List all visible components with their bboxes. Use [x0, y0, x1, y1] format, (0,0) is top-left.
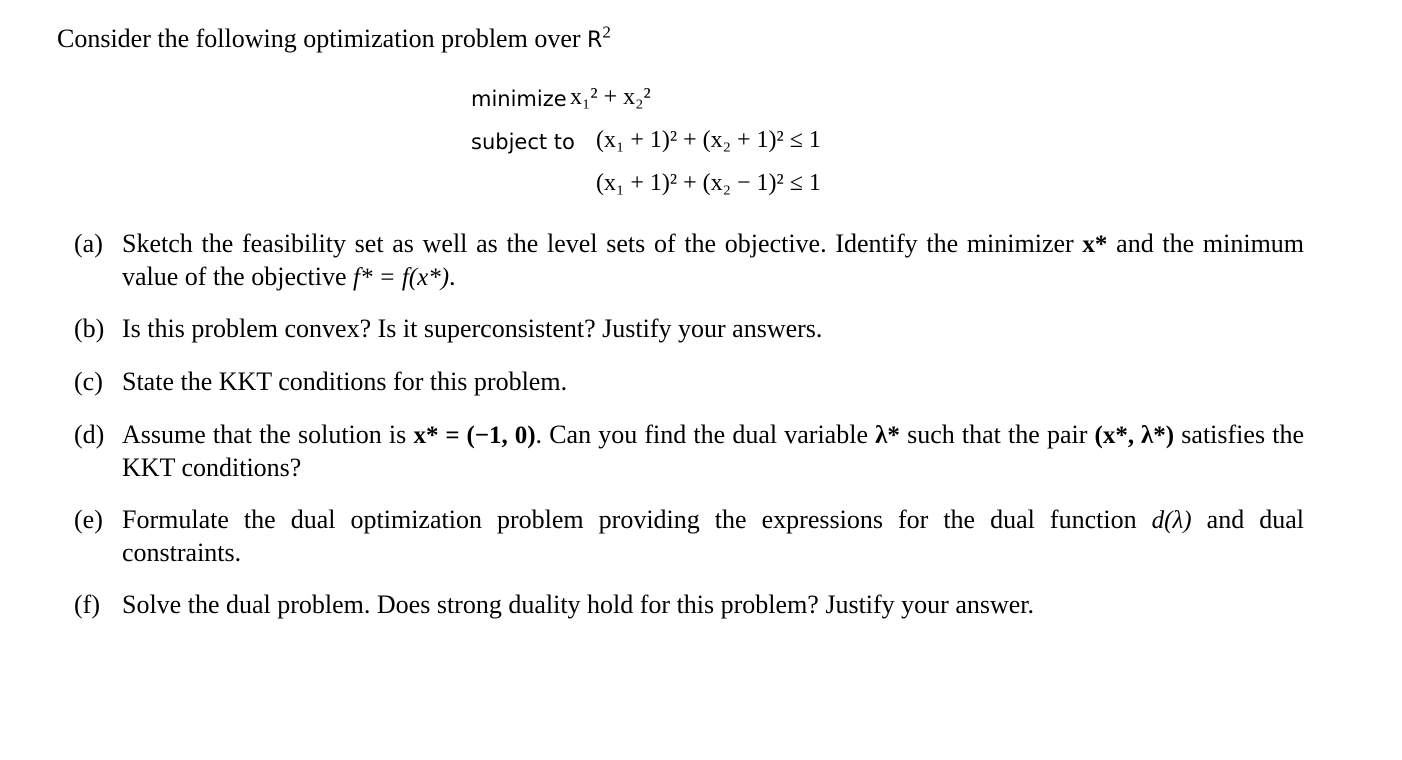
part-e-text-1: Formulate the dual optimization problem providing the expressions for the dual function	[122, 505, 1137, 534]
part-a-label: (a)	[74, 229, 103, 258]
part-d-label: (d)	[74, 420, 105, 449]
real-space-power: 2	[602, 22, 611, 42]
part-c-label: (c)	[74, 367, 103, 396]
part-a-min-value: f* = f(x*)	[353, 264, 450, 291]
part-b-text-1: Is this problem convex? Is it superconsistent? Justify your answers.	[122, 314, 823, 343]
part-d-text	[122, 419, 1304, 484]
intro-text: Consider the following optimization problem over	[57, 24, 581, 53]
part-d-text-2: . Can you find the dual variable	[535, 420, 868, 449]
part-a-text-1: Sketch the feasibility set as well as the level sets of the objective. Identify the minimizer	[122, 229, 1074, 258]
intro-statement	[57, 24, 611, 54]
part-b-text	[122, 313, 1304, 345]
part-a-text	[122, 228, 1304, 294]
subject-to-label: subject to	[471, 130, 575, 154]
part-c-text	[122, 366, 1304, 398]
part-d-solution: x* = (−1, 0)	[413, 422, 536, 449]
part-a-text-2: and the minimum value of the objective	[122, 229, 1305, 291]
part-d-dual-variable: λ*	[875, 422, 900, 449]
objective-expression: x₁² + x₂²	[570, 84, 651, 110]
part-c-text-1: State the KKT conditions for this problem.	[122, 367, 568, 396]
part-d-text-3: such that the pair	[907, 420, 1088, 449]
part-a-minimizer: x*	[1082, 231, 1108, 258]
part-f-label: (f)	[74, 590, 100, 619]
part-f-text	[122, 589, 1304, 621]
part-e-text	[122, 504, 1304, 569]
part-d-pair: (x*, λ*)	[1094, 422, 1175, 449]
part-b-label: (b)	[74, 314, 105, 343]
constraint-1-expression: (x₁ + 1)² + (x₂ + 1)² ≤ 1	[596, 127, 821, 153]
constraint-2-expression: (x₁ + 1)² + (x₂ − 1)² ≤ 1	[596, 170, 821, 196]
part-f-text-1: Solve the dual problem. Does strong duality hold for this problem? Justify your answer.	[122, 590, 1035, 619]
real-space-symbol: R	[587, 28, 603, 53]
part-d-text-1: Assume that the solution is	[122, 420, 407, 449]
part-d-text-4: satisfies the KKT conditions?	[122, 420, 1304, 482]
part-e-text-2: and dual constraints.	[122, 505, 1305, 567]
minimize-label: minimize	[471, 87, 567, 111]
part-e-dual-function: d(λ)	[1151, 507, 1192, 534]
part-e-label: (e)	[74, 505, 103, 534]
part-a-text-3: .	[449, 262, 456, 291]
